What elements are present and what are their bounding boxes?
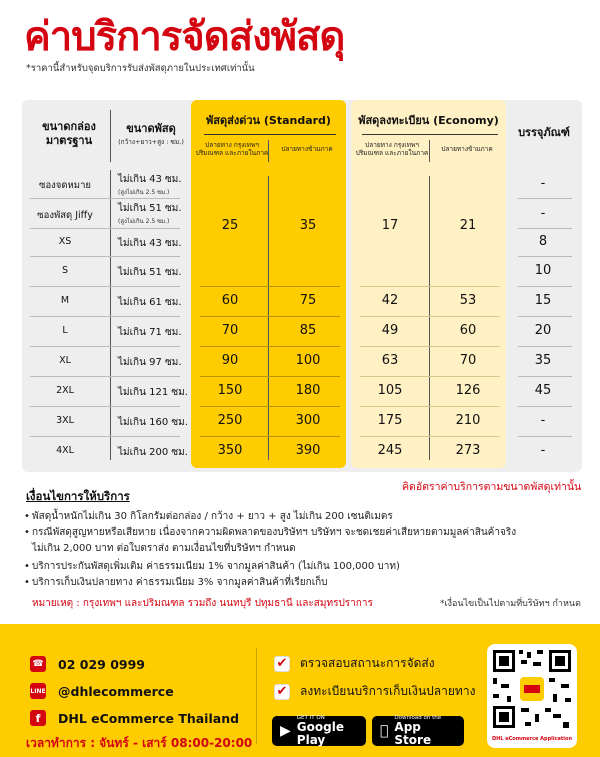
divider	[30, 436, 180, 437]
divider	[429, 176, 430, 460]
row-size: ไม่เกิน 160 ซม.	[118, 417, 188, 428]
subheader-eco-bkk: ปลายทาง กรุงเทพฯ ปริมณฑล และภายในภาค	[355, 141, 429, 157]
row-size: ไม่เกิน 121 ซม.	[118, 387, 188, 398]
track-status-link[interactable]: ✔ ตรวจสอบสถานะการจัดส่ง	[274, 654, 435, 673]
row-box: L	[62, 325, 68, 336]
line-row[interactable]	[30, 683, 174, 699]
price-std-other: 35	[299, 218, 317, 233]
row-size: ไม่เกิน 61 ซม.	[118, 297, 182, 308]
divider	[30, 316, 180, 317]
row-size: ไม่เกิน 43 ซม. (สูงไม่เกิน 2.5 ซม.)	[118, 174, 182, 196]
phone-number[interactable]: 02 029 0999	[58, 656, 145, 672]
price-eco-other: 126	[455, 383, 481, 398]
qr-code-icon	[487, 644, 577, 736]
row-box: ซองพัสดุ Jiffy	[37, 210, 93, 221]
divider	[200, 436, 340, 437]
google-play-button[interactable]: ▶ GET IT ON Google Play	[272, 716, 366, 746]
row-pack: -	[540, 443, 546, 458]
price-std-other: 300	[295, 413, 321, 428]
row-pack: 45	[534, 383, 552, 398]
facebook-icon: f	[30, 710, 46, 726]
divider	[110, 110, 111, 162]
qr-caption: DHL eCommerce Application	[491, 736, 573, 742]
divider	[200, 316, 340, 317]
price-eco-bkk: 105	[377, 383, 403, 398]
divider	[518, 228, 572, 229]
row-box: 2XL	[56, 385, 74, 396]
row-box: 4XL	[56, 445, 74, 456]
remark: หมายเหตุ : กรุงเทพฯ และปริมณฑล รวมถึง นนทบุรี ปทุมธานี และสมุทรปราการ	[32, 598, 373, 609]
remark-right: *เงื่อนไขเป็นไปตามที่บริษัทฯ กำหนด	[440, 599, 581, 609]
divider	[30, 286, 180, 287]
header-packaging: บรรจุภัณฑ์	[518, 126, 570, 139]
facebook-row[interactable]	[30, 710, 239, 726]
check-icon: ✔	[274, 684, 290, 700]
subheader-eco-other: ปลายทางข้ามภาค	[441, 145, 493, 153]
row-size: ไม่เกิน 51 ซม. (สูงไม่เกิน 2.5 ซม.)	[118, 203, 182, 225]
price-eco-bkk: 175	[377, 413, 403, 428]
price-eco-other: 53	[459, 293, 477, 308]
row-box: 3XL	[56, 415, 74, 426]
divider	[360, 316, 500, 317]
divider	[518, 198, 572, 199]
price-eco-bkk: 42	[381, 293, 399, 308]
price-eco-other: 21	[459, 218, 477, 233]
subheader-std-bkk: ปลายทาง กรุงเทพฯ ปริมณฑล และภายในภาค	[195, 141, 269, 157]
price-std-bkk: 90	[221, 353, 239, 368]
row-box: ซองจดหมาย	[39, 180, 91, 191]
divider	[518, 436, 572, 437]
row-size: ไม่เกิน 71 ซม.	[118, 327, 182, 338]
divider	[429, 140, 430, 162]
app-store-button[interactable]: Download on the App Store	[372, 716, 464, 746]
line-id[interactable]: @dhlecommerce	[58, 683, 174, 699]
page-subtitle: *ราคานี้สำหรับจุดบริการรับส่งพัสดุภายในประเทศเท่านั้น	[26, 63, 255, 74]
price-eco-other: 273	[455, 443, 481, 458]
qr-code[interactable]	[487, 644, 577, 748]
header-parcel-size-note: (กว้าง+ยาว+สูง : ซม.)	[118, 138, 184, 146]
divider	[360, 376, 500, 377]
divider	[518, 346, 572, 347]
row-pack: 8	[538, 234, 548, 249]
phone-icon: ☎	[30, 656, 46, 672]
divider	[518, 406, 572, 407]
divider	[256, 648, 257, 744]
divider	[360, 436, 500, 437]
price-eco-other: 70	[459, 353, 477, 368]
condition-item: ไม่เกิน 2,000 บาท ต่อใบตราส่ง ตามเงื่อนไขที่บริษัทฯ กำหนด	[32, 543, 296, 554]
row-pack: 15	[534, 293, 552, 308]
price-std-bkk: 60	[221, 293, 239, 308]
divider	[30, 228, 180, 229]
divider	[200, 406, 340, 407]
price-std-bkk: 350	[217, 443, 243, 458]
price-eco-other: 210	[455, 413, 481, 428]
divider	[518, 316, 572, 317]
condition-item: • บริการเก็บเงินปลายทาง ค่าธรรมเนียม 3% จากมูลค่าสินค้าที่เรียกเก็บ	[24, 577, 328, 588]
row-size: ไม่เกิน 97 ซม.	[118, 357, 182, 368]
row-pack: -	[540, 206, 546, 221]
row-size: ไม่เกิน 51 ซม.	[118, 267, 182, 278]
divider	[200, 346, 340, 347]
price-eco-bkk: 63	[381, 353, 399, 368]
divider	[30, 198, 180, 199]
row-size: ไม่เกิน 43 ซม.	[118, 238, 182, 249]
divider	[30, 406, 180, 407]
divider	[360, 406, 500, 407]
header-standard: พัสดุส่งด่วน (Standard)	[206, 114, 331, 127]
header-economy: พัสดุลงทะเบียน (Economy)	[358, 114, 499, 127]
conditions-title: เงื่อนไขการให้บริการ	[26, 489, 130, 503]
subheader-std-other: ปลายทางข้ามภาค	[281, 145, 333, 153]
condition-item: • บริการประกันพัสดุเพิ่มเติม ค่าธรรมเนียม 1% จากมูลค่าสินค้า (ไม่เกิน 100,000 บาท)	[24, 561, 400, 572]
price-std-bkk: 150	[217, 383, 243, 398]
divider	[204, 134, 336, 135]
line-icon: LINE	[30, 683, 46, 699]
divider	[518, 376, 572, 377]
row-pack: -	[540, 413, 546, 428]
condition-item: • กรณีพัสดุสูญหายหรือเสียหาย เนื่องจากความผิดพลาดของบริษัทฯ บริษัทฯ จะชดเชยค่าเสียหายตามมูลค่าสินค้าจริง	[24, 527, 517, 538]
row-pack: 10	[534, 263, 552, 278]
condition-item: • พัสดุน้ำหนักไม่เกิน 30 กิโลกรัมต่อกล่อง / กว้าง + ยาว + สูง ไม่เกิน 200 เซนติเมตร	[24, 511, 393, 522]
row-box: XL	[59, 355, 71, 366]
price-std-other: 100	[295, 353, 321, 368]
divider	[30, 346, 180, 347]
apple-icon	[380, 723, 388, 739]
row-size: ไม่เกิน 200 ซม.	[118, 447, 188, 458]
price-eco-other: 60	[459, 323, 477, 338]
divider	[360, 286, 500, 287]
price-std-other: 75	[299, 293, 317, 308]
divider	[110, 170, 111, 460]
google-play-icon: ▶	[280, 723, 291, 739]
price-eco-bkk: 49	[381, 323, 399, 338]
price-std-bkk: 25	[221, 218, 239, 233]
price-std-other: 180	[295, 383, 321, 398]
divider	[268, 176, 269, 460]
divider	[200, 376, 340, 377]
pricing-note: คิดอัตราค่าบริการตามขนาดพัสดุเท่านั้น	[402, 481, 582, 493]
price-std-bkk: 250	[217, 413, 243, 428]
cod-register-link[interactable]: ✔ ลงทะเบียนบริการเก็บเงินปลายทาง	[274, 682, 475, 701]
row-pack: 35	[534, 353, 552, 368]
row-box: XS	[58, 236, 72, 247]
price-std-other: 85	[299, 323, 317, 338]
row-box: M	[60, 295, 70, 306]
facebook-page[interactable]: DHL eCommerce Thailand	[58, 710, 240, 726]
divider	[518, 256, 572, 257]
row-pack: 20	[534, 323, 552, 338]
price-eco-bkk: 17	[381, 218, 399, 233]
divider	[30, 256, 180, 257]
header-parcel-size: ขนาดพัสดุ	[126, 122, 176, 135]
price-std-bkk: 70	[221, 323, 239, 338]
check-icon: ✔	[274, 656, 290, 672]
row-pack: -	[540, 176, 546, 191]
divider	[360, 346, 500, 347]
price-std-other: 390	[295, 443, 321, 458]
divider	[362, 134, 498, 135]
divider	[200, 286, 340, 287]
price-eco-bkk: 245	[377, 443, 403, 458]
row-box: S	[61, 265, 69, 276]
header-box-standard: ขนาดกล่อง มาตรฐาน	[42, 120, 96, 147]
business-hours: เวลาทำการ : จันทร์ - เสาร์ 08:00-20:00	[26, 736, 253, 750]
divider	[268, 140, 269, 162]
page-title: ค่าบริการจัดส่งพัสดุ	[24, 14, 345, 60]
divider	[30, 376, 180, 377]
divider	[518, 286, 572, 287]
phone-row[interactable]	[30, 656, 145, 672]
